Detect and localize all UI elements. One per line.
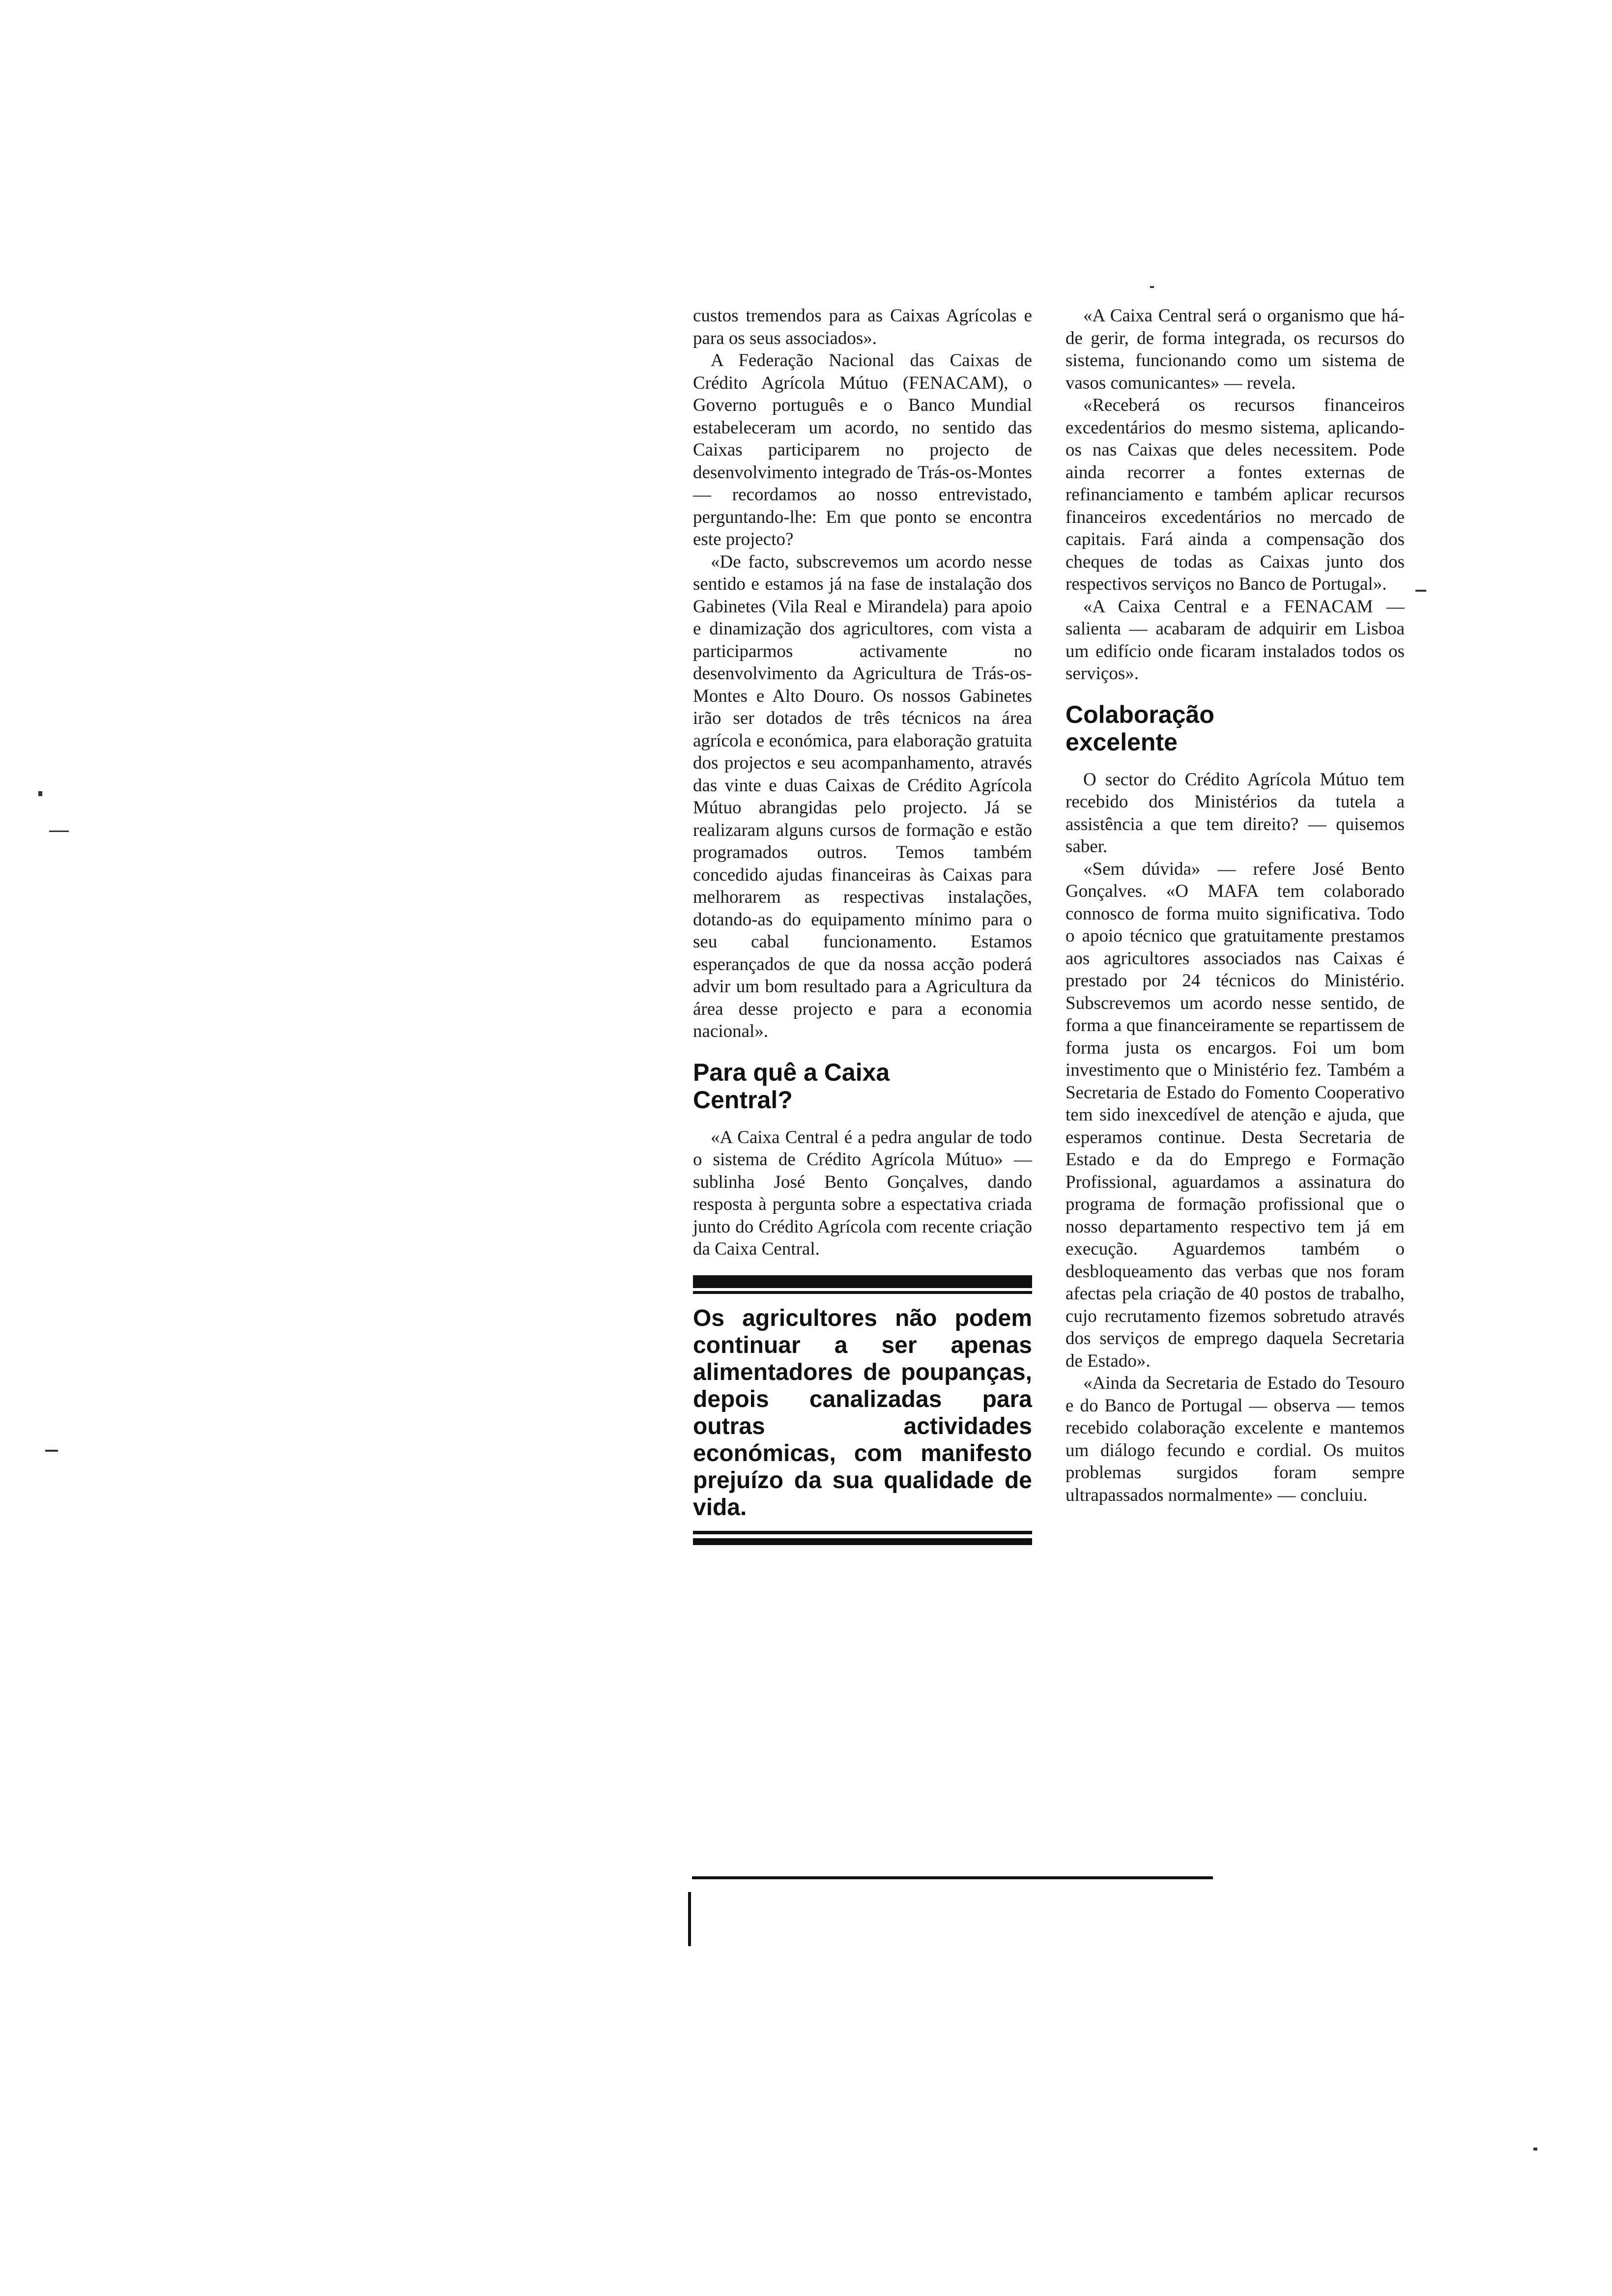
scan-speck bbox=[49, 831, 69, 832]
divider-rule bbox=[693, 1291, 1032, 1294]
right-column bbox=[1065, 305, 1405, 1506]
subhead-colaboracao: Colaboração excelente bbox=[1065, 700, 1214, 756]
article-paragraph: O sector do Crédito Agrícola Mútuo tem recebido dos Ministérios da tutela a assistência a que tem direito? — quisemos saber. bbox=[1065, 769, 1405, 857]
article-paragraph: «De facto, subscrevemos um acordo nesse sentido e estamos já na fase de instalação dos Gabinetes (Vila Real e Mirandela) para apoio e dinamização dos agricultores, com vista a participarmos activamente no desenvolvimento da Agricultura de Trás-os-Montes e Alto Douro. Os nossos Gabinetes irão ser dotados de três técnicos na área agrícola e económica, para elaboração gratuita dos projectos e seu acompanhamento, através das vinte e duas Caixas de Crédito Agrícola Mútuo abrangidas pelo projecto. Já se realizaram alguns cursos de formação e estão programados outros. Temos também concedido ajudas financeiras às Caixas para melhorarem as respectivas instalações, dotando-as do equipamento mínimo para o seu cabal funcionamento. Estamos esperançados de que da nossa acção poderá advir um bom resultado para a Agricultura da área desse projecto e para a economia nacional». bbox=[693, 551, 1032, 1041]
article-paragraph: A Federação Nacional das Caixas de Crédito Agrícola Mútuo (FENACAM), o Governo português e o Banco Mundial estabeleceram um acordo, no sentido das Caixas participarem no projecto de desenvolvimento integrado de Trás-os-Montes — recordamos ao nosso entrevistado, perguntando-lhe: Em que ponto se encontra este projecto? bbox=[693, 350, 1032, 549]
scan-speck bbox=[45, 1450, 58, 1452]
column-edge-mark bbox=[688, 1892, 691, 1946]
article-paragraph: «A Caixa Central é a pedra angular de todo o sistema de Crédito Agrícola Mútuo» — sublinha José Bento Gonçalves, dando resposta à pergunta sobre a espectativa criada junto do Crédito Agrícola com recente criação da Caixa Central. bbox=[693, 1127, 1032, 1259]
scan-speck bbox=[1533, 2148, 1537, 2151]
scan-speck bbox=[38, 791, 42, 796]
article-paragraph: «Receberá os recursos financeiros excedentários do mesmo sistema, aplicando-os nas Caixas que deles necessitem. Pode ainda recorrer a fontes externas de refinanciamento e também aplicar recursos financeiros excedentários no mercado de capitais. Fará ainda a compensação dos cheques de todas as Caixas junto dos respectivos serviços no Banco de Portugal». bbox=[1065, 395, 1405, 594]
scan-speck bbox=[1415, 590, 1426, 592]
divider-rule bbox=[693, 1531, 1032, 1534]
article-paragraph: «Ainda da Secretaria de Estado do Tesouro e do Banco de Portugal — observa — temos recebido colaboração excelente e mantemos um diálogo fecundo e cordial. Os muitos problemas surgidos foram sempre ultrapassados normalmente» — concluiu. bbox=[1065, 1373, 1405, 1505]
divider-rule bbox=[693, 1538, 1032, 1545]
article-paragraph: «A Caixa Central será o organismo que há-de gerir, de forma integrada, os recursos do sistema, funcionando como um sistema de vasos comunicantes» — revela. bbox=[1065, 306, 1405, 393]
article-paragraph: «A Caixa Central e a FENACAM — salienta — acabaram de adquirir em Lisboa um edifício onde ficaram instalados todos os serviços». bbox=[1065, 596, 1405, 684]
bottom-rule bbox=[692, 1876, 1213, 1879]
left-column bbox=[693, 305, 1032, 1545]
article-paragraph: custos tremendos para as Caixas Agrícolas e para os seus associados». bbox=[693, 306, 1032, 348]
divider-rule bbox=[693, 1275, 1032, 1288]
scan-speck bbox=[1150, 286, 1154, 288]
article-paragraph: «Sem dúvida» — refere José Bento Gonçalves. «O MAFA tem colaborado connosco de forma muito significativa. Todo o apoio técnico que gratuitamente prestamos aos agricultores associados nas Caixas é prestado por 24 técnicos do Ministério. Subscrevemos um acordo nesse sentido, de forma a que financeiramente se repartissem de forma justa os encargos. Foi um bom investimento que o Ministério fez. Também a Secretaria de Estado do Fomento Cooperativo tem sido inexcedível de atenção e ajuda, que esperamos continue. Desta Secretaria de Estado e da do Emprego e Formação Profissional, aguardamos a assinatura do programa de formação profissional que o nosso departamento respectivo tem já em execução. Aguardemos também o desbloqueamento das verbas que nos foram afectas pela criação de 40 postos de trabalho, cujo recrutamento fizemos sobretudo através dos serviços de emprego daquela Secretaria de Estado». bbox=[1065, 859, 1405, 1371]
subhead-caixa-central: Para quê a Caixa Central? bbox=[693, 1058, 890, 1114]
pull-quote: Os agricultores não podem continuar a ser apenas alimentadores de poupanças, depois canalizadas para outras actividades económicas, com manifesto prejuízo da sua qualidade de vida. bbox=[693, 1305, 1032, 1521]
